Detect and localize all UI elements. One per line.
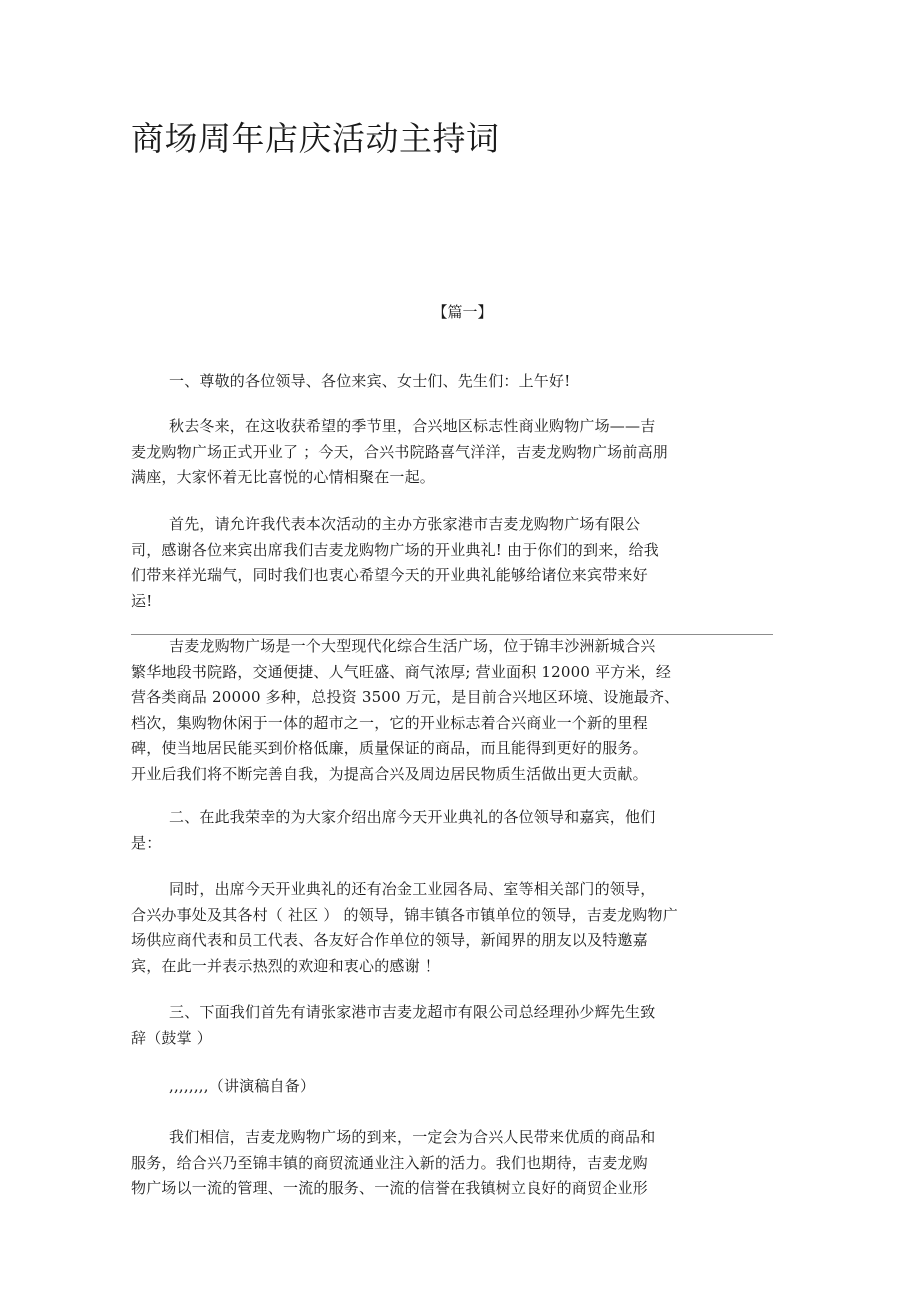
- paragraph-line: 吉麦龙购物广场是一个大型现代化综合生活广场，位于锦丰沙洲新城合兴: [169, 637, 656, 655]
- paragraph: [131, 634, 731, 787]
- paragraph-line: 秋去冬来，在这收获希望的季节里，合兴地区标志性商业购物广场——吉: [169, 417, 656, 435]
- paragraph: [131, 1125, 731, 1202]
- paragraph-line: 运!: [131, 591, 153, 610]
- paragraph-line: 满座，大家怀着无比喜悦的心情相聚在一起。: [131, 468, 436, 486]
- paragraph: [131, 512, 731, 614]
- paragraph-line: 碑，使当地居民能买到价格低廉，质量保证的商品，而且能得到更好的服务。: [131, 739, 648, 757]
- paragraph-line: 开业后我们将不断完善自我，为提高合兴及周边居民物质生活做出更大贡献。: [131, 764, 648, 783]
- paragraph-line: 司，感谢各位来宾出席我们吉麦龙购物广场的开业典礼! 由于你们的到来，给我: [131, 540, 659, 559]
- paragraph-line: ,,,,,,,,（讲演稿自备）: [169, 1077, 316, 1095]
- paragraph: [131, 1074, 731, 1100]
- paragraph-line: 三、下面我们首先有请张家港市吉麦龙超市有限公司总经理孙少辉先生致: [169, 1003, 656, 1021]
- paragraph-line: 同时，出席今天开业典礼的还有冶金工业园各局、室等相关部门的领导，: [169, 880, 656, 898]
- paragraph: [131, 1000, 731, 1051]
- paragraph-line: 是：: [131, 833, 162, 852]
- paragraph-line: 物广场以一流的管理、一流的服务、一流的信誉在我镇树立良好的商贸企业形: [131, 1179, 648, 1197]
- paragraph-line: 我们相信，吉麦龙购物广场的到来，一定会为合兴人民带来优质的商品和: [169, 1128, 656, 1146]
- paragraph-line: 一、尊敬的各位领导、各位来宾、女士们、先生们：上午好!: [169, 372, 571, 390]
- paragraph-line: 营各类商品 20000 多种，总投资 3500 万元，是目前合兴地区环境、设施最齐、: [131, 688, 680, 706]
- paragraph-line: 首先，请允许我代表本次活动的主办方张家港市吉麦龙购物广场有限公: [169, 515, 641, 533]
- paragraph-line: 麦龙购物广场正式开业了 ；今天，合兴书院路喜气洋洋，吉麦龙购物广场前高朋: [131, 442, 668, 461]
- paragraph-line: 档次，集购物休闲于一体的超市之一，它的开业标志着合兴商业一个新的里程: [131, 713, 648, 732]
- paragraph-line: 们带来祥光瑞气，同时我们也衷心希望今天的开业典礼能够给诸位来宾带来好: [131, 566, 648, 584]
- paragraph-line: 合兴办事处及其各村（ 社区 ） 的领导，锦丰镇各市镇单位的领导，吉麦龙购物广: [131, 905, 678, 924]
- document-title: 商场周年店庆活动主持词: [131, 119, 500, 158]
- paragraph-line: 辞（鼓掌 ）: [131, 1028, 212, 1047]
- paragraph-line: 宾，在此一并表示热烈的欢迎和衷心的感谢 ！: [131, 956, 440, 975]
- paragraph-line: 繁华地段书院路，交通便捷、人气旺盛、商气浓厚; 营业面积 12000 平方米，经: [131, 662, 672, 681]
- paragraph: [131, 877, 731, 979]
- paragraph-line: 服务，给合兴乃至锦丰镇的商贸流通业注入新的活力。我们也期待，吉麦龙购: [131, 1153, 648, 1172]
- paragraph-line: 场供应商代表和员工代表、各友好合作单位的领导，新闻界的朋友以及特邀嘉: [131, 931, 648, 949]
- paragraph: [131, 369, 731, 395]
- section-heading: 【篇一】: [432, 303, 493, 321]
- paragraph-line: 二、在此我荣幸的为大家介绍出席今天开业典礼的各位领导和嘉宾，他们: [169, 808, 656, 826]
- paragraph: [131, 805, 731, 856]
- paragraph: [131, 414, 731, 491]
